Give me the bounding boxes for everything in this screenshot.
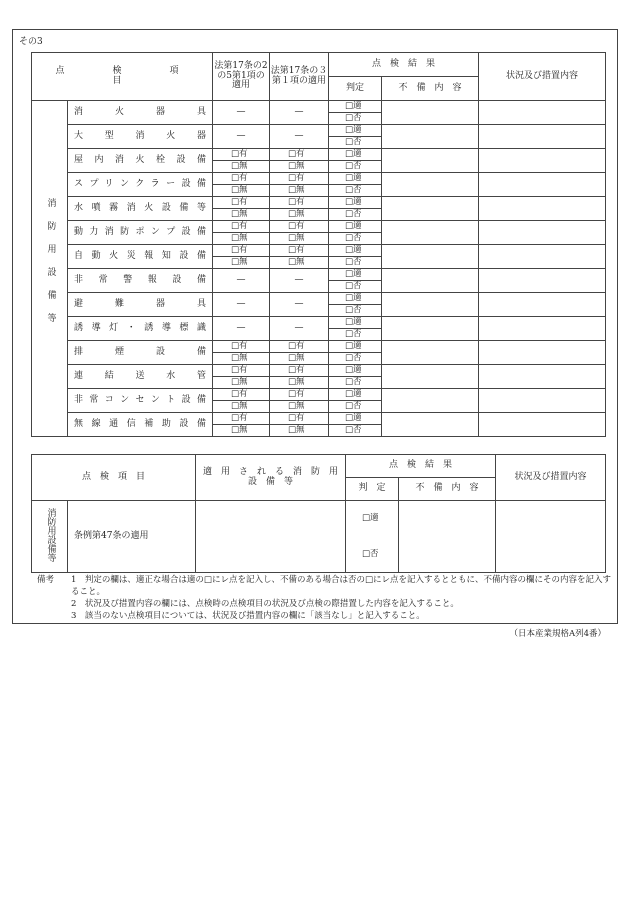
defect-cell[interactable] — [382, 101, 479, 125]
group-label: 消防用設備等 — [32, 101, 68, 437]
judge-ng-checkbox[interactable]: □否 — [329, 257, 382, 269]
t2-header-applied: 適 用 さ れ る 消 防 用 設 備 等 — [196, 455, 346, 501]
item-name: 動力消防ポンプ設備 — [68, 221, 213, 245]
status-cell[interactable] — [479, 365, 606, 389]
defect-cell[interactable] — [382, 413, 479, 437]
status-cell[interactable] — [479, 341, 606, 365]
header-item: 点 検 項 目 — [32, 53, 213, 101]
judge-ng-checkbox[interactable]: □否 — [329, 185, 382, 197]
law2-yes-checkbox[interactable]: □有 — [270, 173, 329, 185]
law1-na: — — [213, 125, 270, 149]
law2-yes-checkbox[interactable]: □有 — [270, 389, 329, 401]
table-row — [32, 173, 606, 185]
t2-ng-checkbox[interactable]: □否 — [346, 537, 399, 573]
law2-no-checkbox[interactable]: □無 — [270, 233, 329, 245]
status-cell[interactable] — [479, 221, 606, 245]
defect-cell[interactable] — [382, 293, 479, 317]
inspection-table — [31, 52, 606, 437]
law2-no-checkbox[interactable]: □無 — [270, 185, 329, 197]
t2-defect-cell[interactable] — [399, 501, 496, 573]
law1-no-checkbox[interactable]: □無 — [213, 209, 270, 221]
item-name: 消火器具 — [68, 101, 213, 125]
judge-ng-checkbox[interactable]: □否 — [329, 329, 382, 341]
law1-no-checkbox[interactable]: □無 — [213, 425, 270, 437]
judge-ok-checkbox[interactable]: □適 — [329, 221, 382, 233]
remark-item: 3 該当のない点検項目については、状況及び措置内容の欄に「該当なし」と記入すること。 — [71, 611, 425, 621]
item-name: 非常警報設備 — [68, 269, 213, 293]
table-row — [32, 269, 606, 281]
defect-cell[interactable] — [382, 173, 479, 197]
law1-yes-checkbox[interactable]: □有 — [213, 245, 270, 257]
judge-ok-checkbox[interactable]: □適 — [329, 389, 382, 401]
status-cell[interactable] — [479, 317, 606, 341]
item-name: 連結送水管 — [68, 365, 213, 389]
form-sheet — [12, 29, 618, 624]
item-name: 無線通信補助設備 — [68, 413, 213, 437]
item-name: 自動火災報知設備 — [68, 245, 213, 269]
judge-ng-checkbox[interactable]: □否 — [329, 377, 382, 389]
law1-no-checkbox[interactable]: □無 — [213, 161, 270, 173]
law1-yes-checkbox[interactable]: □有 — [213, 149, 270, 161]
table-row — [32, 341, 606, 353]
judge-ok-checkbox[interactable]: □適 — [329, 101, 382, 113]
status-cell[interactable] — [479, 293, 606, 317]
defect-cell[interactable] — [382, 389, 479, 413]
item-name: 大型消火器 — [68, 125, 213, 149]
status-cell[interactable] — [479, 245, 606, 269]
defect-cell[interactable] — [382, 269, 479, 293]
judge-ok-checkbox[interactable]: □適 — [329, 197, 382, 209]
law2-no-checkbox[interactable]: □無 — [270, 209, 329, 221]
law2-no-checkbox[interactable]: □無 — [270, 377, 329, 389]
judge-ng-checkbox[interactable]: □否 — [329, 137, 382, 149]
law1-no-checkbox[interactable]: □無 — [213, 353, 270, 365]
header-law1: 法第17条の2の5第1項の適用 — [213, 53, 270, 101]
defect-cell[interactable] — [382, 365, 479, 389]
law1-no-checkbox[interactable]: □無 — [213, 257, 270, 269]
law1-na: — — [213, 317, 270, 341]
t2-status-cell[interactable] — [496, 501, 606, 573]
judge-ng-checkbox[interactable]: □否 — [329, 353, 382, 365]
status-cell[interactable] — [479, 269, 606, 293]
law2-yes-checkbox[interactable]: □有 — [270, 197, 329, 209]
table-row — [32, 101, 606, 113]
defect-cell[interactable] — [382, 125, 479, 149]
item-name: 避難器具 — [68, 293, 213, 317]
law2-yes-checkbox[interactable]: □有 — [270, 413, 329, 425]
judge-ok-checkbox[interactable]: □適 — [329, 293, 382, 305]
law2-na: — — [270, 269, 329, 293]
law2-no-checkbox[interactable]: □無 — [270, 257, 329, 269]
law1-no-checkbox[interactable]: □無 — [213, 233, 270, 245]
judge-ng-checkbox[interactable]: □否 — [329, 401, 382, 413]
defect-cell[interactable] — [382, 341, 479, 365]
law1-yes-checkbox[interactable]: □有 — [213, 389, 270, 401]
remark-item: 1 判定の欄は、適正な場合は適の□にレ点を記入し、不備のある場合は否の□にレ点を記入するとともに、不備内容の欄にその内容を記入すること。 — [71, 575, 611, 597]
table-row — [32, 389, 606, 401]
law2-yes-checkbox[interactable]: □有 — [270, 149, 329, 161]
table-row — [32, 413, 606, 425]
judge-ok-checkbox[interactable]: □適 — [329, 269, 382, 281]
t2-row-label: 条例第47条の適用 — [68, 501, 196, 573]
t2-group-label: 消防用設備等 — [32, 501, 68, 573]
table-row — [32, 197, 606, 209]
t2-header-item: 点 検 項 目 — [32, 455, 196, 501]
defect-cell[interactable] — [382, 245, 479, 269]
status-cell[interactable] — [479, 101, 606, 125]
law1-na: — — [213, 293, 270, 317]
judge-ng-checkbox[interactable]: □否 — [329, 209, 382, 221]
judge-ok-checkbox[interactable]: □適 — [329, 365, 382, 377]
judge-ng-checkbox[interactable]: □否 — [329, 233, 382, 245]
law2-yes-checkbox[interactable]: □有 — [270, 365, 329, 377]
t2-header-defect: 不 備 内 容 — [399, 478, 496, 501]
item-name: スプリンクラー設備 — [68, 173, 213, 197]
law2-no-checkbox[interactable]: □無 — [270, 161, 329, 173]
judge-ok-checkbox[interactable]: □適 — [329, 317, 382, 329]
status-cell[interactable] — [479, 389, 606, 413]
ordinance-table — [31, 454, 606, 573]
item-name: 排煙設備 — [68, 341, 213, 365]
defect-cell[interactable] — [382, 317, 479, 341]
header-defect: 不 備 内 容 — [382, 77, 479, 101]
table-row — [32, 221, 606, 233]
judge-ok-checkbox[interactable]: □適 — [329, 149, 382, 161]
status-cell[interactable] — [479, 413, 606, 437]
law1-no-checkbox[interactable]: □無 — [213, 185, 270, 197]
item-name: 水噴霧消火設備等 — [68, 197, 213, 221]
item-name: 非常コンセント設備 — [68, 389, 213, 413]
law1-yes-checkbox[interactable]: □有 — [213, 221, 270, 233]
status-cell[interactable] — [479, 149, 606, 173]
judge-ok-checkbox[interactable]: □適 — [329, 245, 382, 257]
table-row — [32, 317, 606, 329]
header-judge: 判定 — [329, 77, 382, 101]
paper-size-note: （日本産業規格A列4番） — [509, 629, 606, 639]
law2-yes-checkbox[interactable]: □有 — [270, 221, 329, 233]
law2-na: — — [270, 317, 329, 341]
defect-cell[interactable] — [382, 197, 479, 221]
t2-header-status: 状況及び措置内容 — [496, 455, 606, 501]
remarks-label: 備考 — [37, 575, 55, 585]
law1-yes-checkbox[interactable]: □有 — [213, 341, 270, 353]
law1-yes-checkbox[interactable]: □有 — [213, 173, 270, 185]
t2-header-result: 点 検 結 果 — [346, 455, 496, 478]
table-row — [32, 125, 606, 137]
status-cell[interactable] — [479, 125, 606, 149]
defect-cell[interactable] — [382, 149, 479, 173]
law2-yes-checkbox[interactable]: □有 — [270, 245, 329, 257]
status-cell[interactable] — [479, 197, 606, 221]
status-cell[interactable] — [479, 173, 606, 197]
header-law2: 法第17条の３第１項の適用 — [270, 53, 329, 101]
header-result: 点 検 結 果 — [329, 53, 479, 77]
t2-ok-checkbox[interactable]: □適 — [346, 501, 399, 537]
judge-ok-checkbox[interactable]: □適 — [329, 341, 382, 353]
header-status: 状況及び措置内容 — [479, 53, 606, 101]
law2-no-checkbox[interactable]: □無 — [270, 353, 329, 365]
law2-no-checkbox[interactable]: □無 — [270, 425, 329, 437]
law1-na: — — [213, 101, 270, 125]
table-row — [32, 149, 606, 161]
law2-na: — — [270, 125, 329, 149]
law2-na: — — [270, 293, 329, 317]
law2-na: — — [270, 101, 329, 125]
judge-ok-checkbox[interactable]: □適 — [329, 173, 382, 185]
t2-header-judge: 判 定 — [346, 478, 399, 501]
defect-cell[interactable] — [382, 221, 479, 245]
t2-applied-cell[interactable] — [196, 501, 346, 573]
table-row — [32, 293, 606, 305]
law1-no-checkbox[interactable]: □無 — [213, 401, 270, 413]
table-row — [32, 365, 606, 377]
item-name: 屋内消火栓設備 — [68, 149, 213, 173]
judge-ng-checkbox[interactable]: □否 — [329, 305, 382, 317]
item-name: 誘導灯・誘導標識 — [68, 317, 213, 341]
table-row — [32, 245, 606, 257]
law1-yes-checkbox[interactable]: □有 — [213, 365, 270, 377]
law1-na: — — [213, 269, 270, 293]
law2-no-checkbox[interactable]: □無 — [270, 401, 329, 413]
sheet-caption: その3 — [19, 37, 43, 47]
remark-item: 2 状況及び措置内容の欄には、点検時の点検項目の状況及び点検の際措置した内容を記入すること。 — [71, 599, 459, 609]
judge-ok-checkbox[interactable]: □適 — [329, 125, 382, 137]
law2-yes-checkbox[interactable]: □有 — [270, 341, 329, 353]
judge-ng-checkbox[interactable]: □否 — [329, 113, 382, 125]
law1-yes-checkbox[interactable]: □有 — [213, 413, 270, 425]
judge-ng-checkbox[interactable]: □否 — [329, 161, 382, 173]
law1-yes-checkbox[interactable]: □有 — [213, 197, 270, 209]
judge-ok-checkbox[interactable]: □適 — [329, 413, 382, 425]
judge-ng-checkbox[interactable]: □否 — [329, 281, 382, 293]
judge-ng-checkbox[interactable]: □否 — [329, 425, 382, 437]
law1-no-checkbox[interactable]: □無 — [213, 377, 270, 389]
